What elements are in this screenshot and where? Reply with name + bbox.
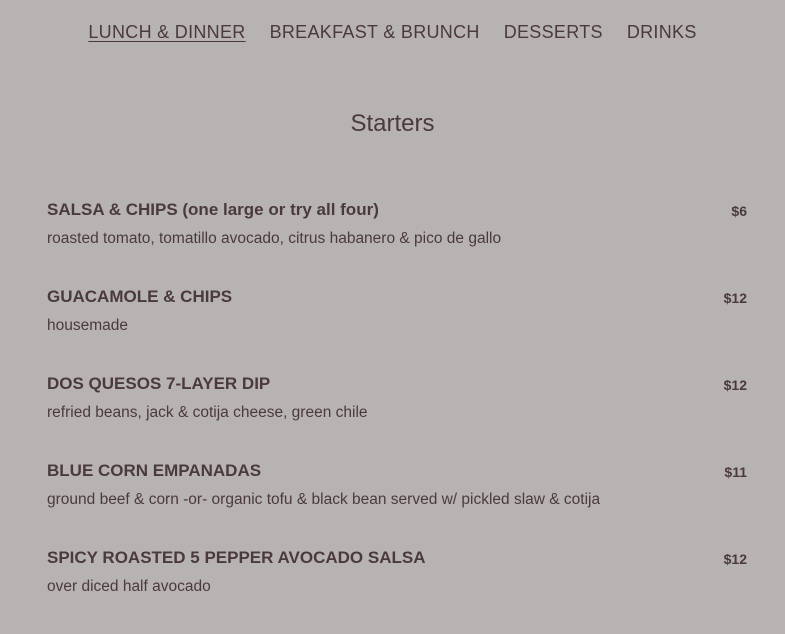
nav-lunch-dinner[interactable]: LUNCH & DINNER: [88, 22, 246, 42]
menu-item-price: $12: [723, 290, 747, 306]
nav-desserts[interactable]: DESSERTS: [503, 22, 603, 42]
menu-category-nav: [0, 22, 785, 43]
menu-item: [47, 460, 747, 547]
menu-item-price: $6: [731, 203, 747, 219]
menu-item: [47, 286, 747, 373]
menu-item-name: SALSA & CHIPS (one large or try all four): [47, 200, 379, 219]
nav-drinks[interactable]: DRINKS: [626, 22, 697, 42]
menu-item-description: roasted tomato, tomatillo avocado, citrus habanero & pico de gallo: [47, 230, 502, 247]
menu-item: [47, 199, 747, 286]
menu-item-price: $11: [724, 464, 747, 480]
menu-item-description: housemade: [47, 317, 129, 334]
menu-item-price: $12: [723, 377, 747, 393]
menu-item-name: DOS QUESOS 7-LAYER DIP: [47, 374, 271, 393]
menu-item-list: [47, 199, 747, 634]
menu-item-price: $12: [723, 551, 747, 567]
menu-item-description: ground beef & corn -or- organic tofu & black bean served w/ pickled slaw & cotija: [47, 491, 601, 508]
menu-item-name: BLUE CORN EMPANADAS: [47, 461, 262, 480]
menu-item-description: refried beans, jack & cotija cheese, green chile: [47, 404, 368, 421]
section-title: Starters: [350, 110, 435, 137]
menu-item: [47, 373, 747, 460]
menu-item: [47, 547, 747, 634]
menu-item-description: over diced half avocado: [47, 578, 211, 595]
nav-breakfast-brunch[interactable]: BREAKFAST & BRUNCH: [269, 22, 480, 42]
menu-item-name: GUACAMOLE & CHIPS: [47, 287, 233, 306]
menu-item-name: SPICY ROASTED 5 PEPPER AVOCADO SALSA: [47, 548, 426, 567]
